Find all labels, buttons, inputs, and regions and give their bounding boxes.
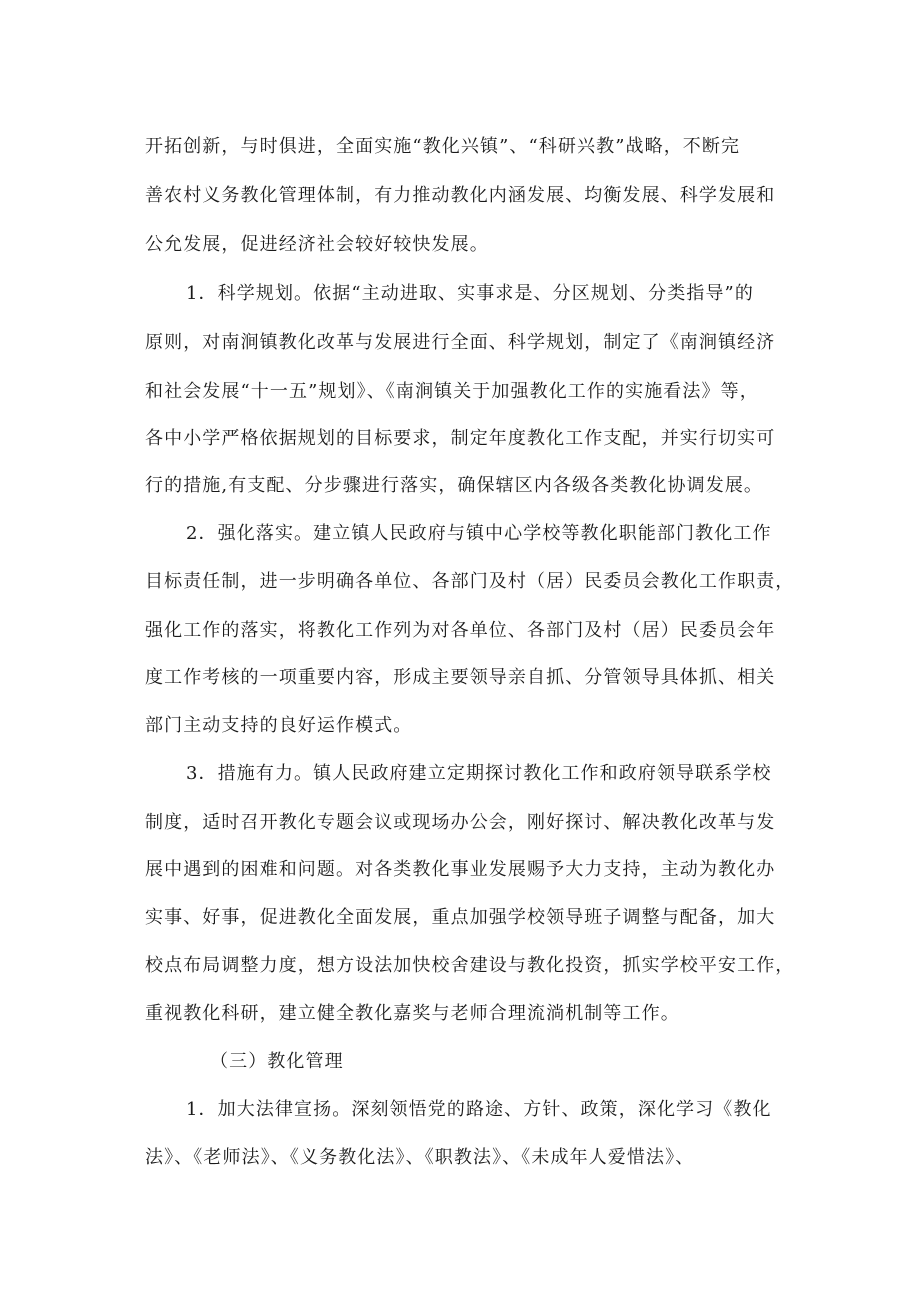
paragraph-line: 强化工作的落实，将教化工作列为对各单位、各部门及村（居）民委员会年: [145, 620, 776, 641]
paragraph-line: 展中遇到的困难和问题。对各类教化事业发展赐予大力支持，主动为教化办: [145, 859, 776, 880]
paragraph-line: 度工作考核的一项重要内容，形成主要领导亲自抓、分管领导具体抓、相关: [145, 667, 776, 688]
paragraph-line: 开拓创新，与时俱进，全面实施“教化兴镇”、“科研兴教”战略，不断完: [145, 136, 741, 157]
paragraph-line: 制度，适时召开教化专题会议或现场办公会，刚好探讨、解决教化改革与发: [145, 812, 776, 833]
paragraph-line: 原则，对南涧镇教化改革与发展进行全面、科学规划，制定了《南涧镇经济: [145, 332, 776, 353]
paragraph-line: 重视教化科研，建立健全教化嘉奖与老师合理流淌机制等工作。: [145, 1003, 680, 1024]
section-heading: （三）教化管理: [210, 1051, 344, 1072]
paragraph-line: 校点布局调整力度，想方设法加快校舍建设与教化投资，抓实学校平安工作，: [145, 955, 795, 976]
paragraph-line: 部门主动支持的良好运作模式。: [145, 715, 413, 736]
paragraph-line: 1．加大法律宣扬。深刻领悟党的路途、方针、政策，深化学习《教化: [186, 1099, 772, 1120]
paragraph-line: 实事、好事，促进教化全面发展，重点加强学校领导班子调整与配备，加大: [145, 907, 776, 928]
paragraph-line: 公允发展，促进经济社会较好较快发展。: [145, 234, 489, 255]
paragraph-line: 1．科学规划。依据“主动进取、实事求是、分区规划、分类指导”的: [186, 283, 754, 304]
paragraph-line: 和社会发展“十一五”规划》、《南涧镇关于加强教化工作的实施看法》等，: [145, 381, 759, 402]
paragraph-line: 行的措施,有支配、分步骤进行落实，确保辖区内各级各类教化协调发展。: [145, 475, 764, 496]
paragraph-line: 善农村义务教化管理体制，有力推动教化内涵发展、均衡发展、科学发展和: [145, 185, 776, 206]
paragraph-line: 目标责任制，进一步明确各单位、各部门及村（居）民委员会教化工作职责，: [145, 571, 795, 592]
paragraph-line: 2．强化落实。建立镇人民政府与镇中心学校等教化职能部门教化工作: [186, 523, 772, 544]
paragraph-line: 3．措施有力。镇人民政府建立定期探讨教化工作和政府领导联系学校: [186, 763, 772, 784]
paragraph-line: 法》、《老师法》、《义务教化法》、《职教法》、《未成年人爱惜法》、: [145, 1147, 695, 1168]
paragraph-line: 各中小学严格依据规划的目标要求，制定年度教化工作支配，并实行切实可: [145, 428, 776, 449]
